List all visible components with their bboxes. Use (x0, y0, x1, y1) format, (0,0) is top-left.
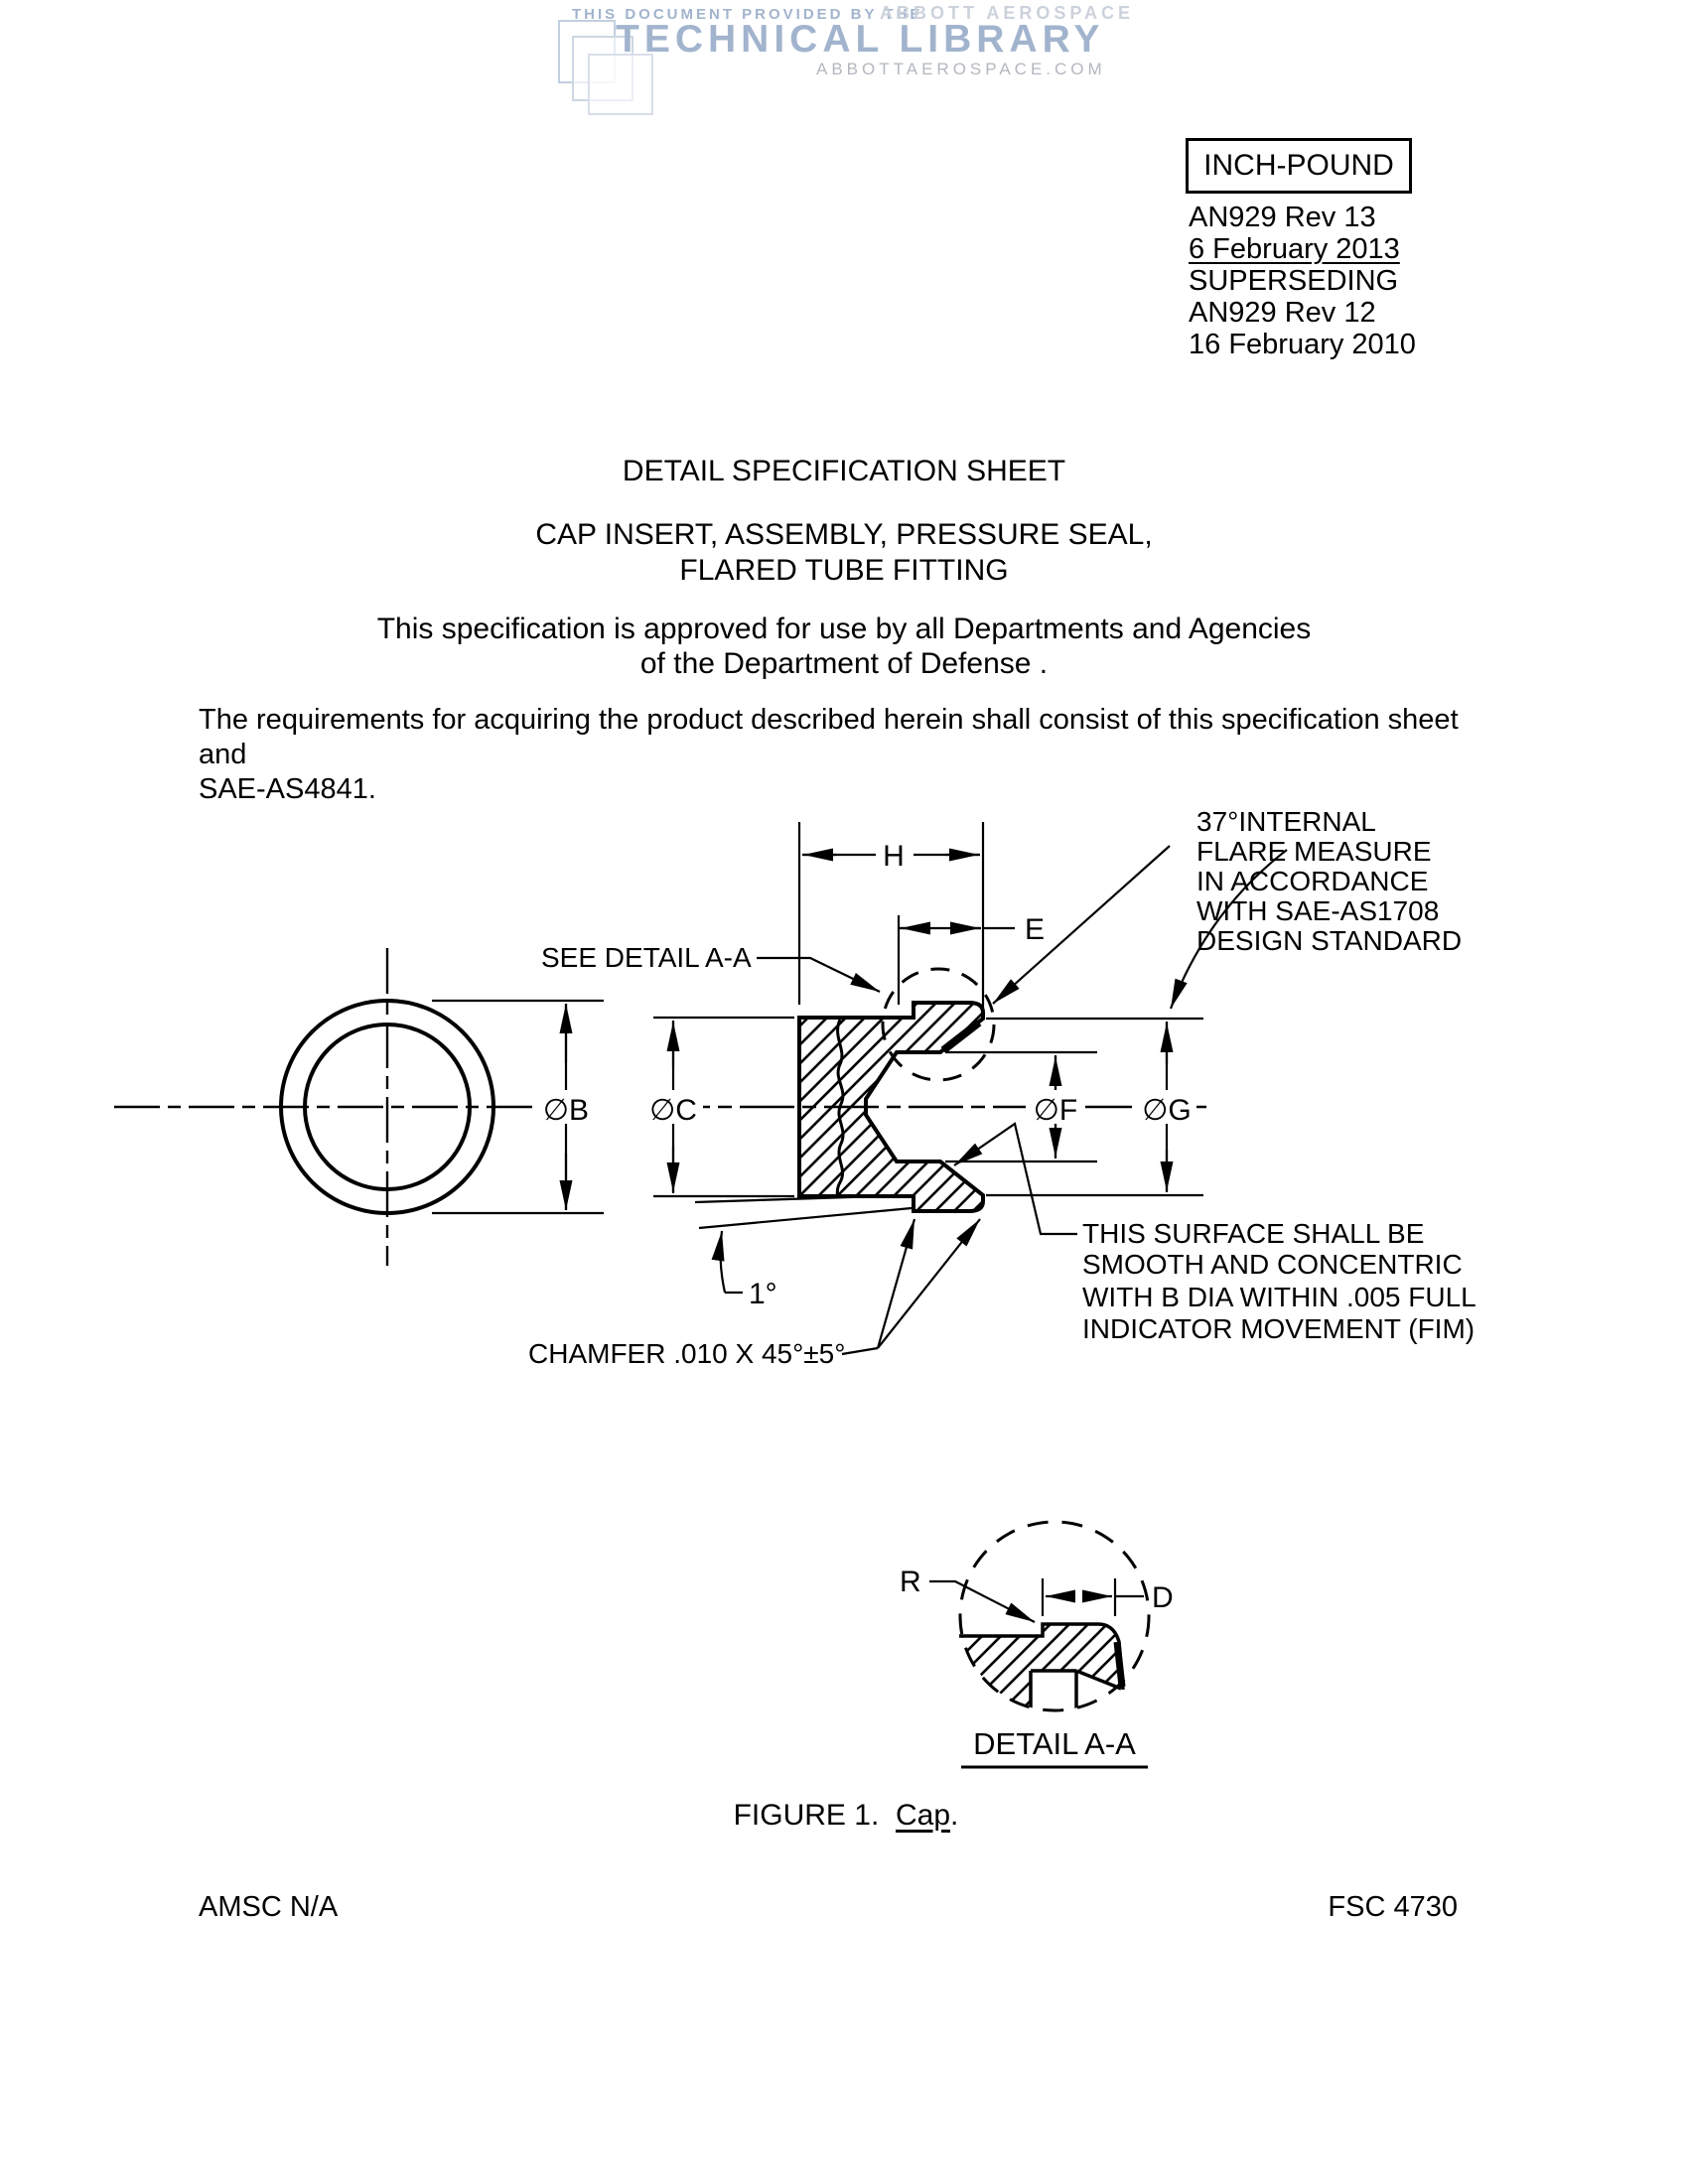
doc-date: 6 February 2013 (1189, 233, 1400, 265)
superseding-label: SUPERSEDING (1189, 265, 1399, 297)
flare-note-line3: IN ACCORDANCE (1196, 866, 1429, 896)
dim-e (899, 913, 1045, 1005)
watermark-header (0, 0, 1688, 119)
surface-note-line3: WITH B DIA WITHIN .005 FULL (1082, 1282, 1477, 1312)
surface-note-line1: THIS SURFACE SHALL BE (1082, 1218, 1425, 1249)
label-diameter-f: ∅F (1033, 1094, 1078, 1127)
watermark-library: TECHNICAL LIBRARY (616, 18, 1105, 61)
label-h: H (883, 840, 905, 873)
label-diameter-g: ∅G (1142, 1094, 1192, 1127)
figure-caption (0, 1799, 1688, 1833)
dim-d (1043, 1578, 1174, 1616)
fsc-number: FSC 4730 (1328, 1891, 1458, 1923)
see-detail-callout (541, 942, 880, 992)
section-view (655, 969, 1206, 1211)
label-e: E (1025, 913, 1046, 946)
detail-seat-surface (1117, 1642, 1122, 1687)
superseded-date: 16 February 2010 (1189, 329, 1416, 360)
flare-note-line1: 37°INTERNAL (1196, 806, 1376, 837)
surface-note-line4: INDICATOR MOVEMENT (FIM) (1082, 1313, 1476, 1344)
chamfer-note-text: CHAMFER .010 X 45°±5° (528, 1338, 846, 1369)
flare-note-line2: FLARE MEASURE (1196, 836, 1432, 867)
inch-pound-label: INCH-POUND (1203, 149, 1394, 182)
dim-h (799, 822, 983, 1008)
label-diameter-c: ∅C (649, 1094, 697, 1127)
subject-title-line1: CAP INSERT, ASSEMBLY, PRESSURE SEAL, (535, 518, 1153, 551)
watermark-site: ABBOTTAEROSPACE.COM (816, 60, 1106, 78)
watermark-provided-by: THIS DOCUMENT PROVIDED BY THE (572, 6, 923, 23)
see-detail-label: SEE DETAIL A-A (541, 942, 752, 973)
watermark-brand: ABBOTT AEROSPACE (880, 3, 1135, 23)
approval-line1: This specification is approved for use by all Departments and Agencies (376, 613, 1312, 645)
approval-line2: of the Department of Defense . (639, 647, 1049, 680)
flare-note-line5: DESIGN STANDARD (1196, 925, 1463, 956)
label-d: D (1152, 1581, 1174, 1614)
label-taper: 1° (749, 1278, 777, 1310)
sheet-title: DETAIL SPECIFICATION SHEET (622, 455, 1066, 487)
detail-title: DETAIL A-A (973, 1726, 1136, 1761)
end-view (114, 948, 546, 1266)
requirements-line2: SAE-AS4841. (199, 773, 376, 805)
detail-a-a-view (900, 1522, 1174, 1767)
requirements-line1: The requirements for acquiring the product described herein shall consist of this specification sheet and (199, 704, 1459, 770)
inch-pound-box (1186, 138, 1412, 194)
taper-callout (695, 1195, 912, 1310)
revision-block (1189, 202, 1416, 360)
flare-note (993, 806, 1462, 1009)
surface-note-line2: SMOOTH AND CONCENTRIC (1082, 1249, 1463, 1280)
label-radius: R (900, 1566, 921, 1598)
label-diameter-b: ∅B (542, 1094, 590, 1127)
figure-caption-period: . (950, 1799, 959, 1832)
flare-note-line4: WITH SAE-AS1708 (1196, 895, 1440, 926)
figure-caption-prefix: FIGURE 1. (733, 1799, 880, 1832)
figure-caption-title: Cap (895, 1799, 951, 1832)
doc-id: AN929 Rev 13 (1189, 202, 1376, 233)
subject-title-line2: FLARED TUBE FITTING (679, 554, 1009, 587)
amsc-number: AMSC N/A (199, 1891, 339, 1923)
figure-1-drawing (99, 764, 1589, 1787)
surface-note (954, 1124, 1477, 1344)
superseded-doc: AN929 Rev 12 (1189, 297, 1376, 329)
